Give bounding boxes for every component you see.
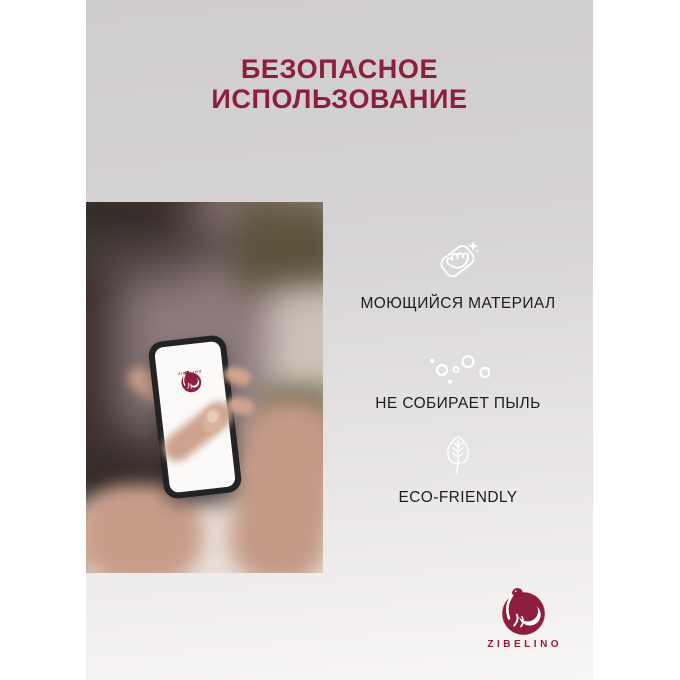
left-hand bbox=[86, 485, 203, 573]
feature-eco bbox=[348, 430, 568, 507]
title-line-1: БЕЗОПАСНОЕ bbox=[240, 54, 439, 84]
page-title bbox=[86, 54, 593, 114]
fingernail bbox=[207, 410, 218, 423]
photo-plant-blur bbox=[236, 202, 323, 292]
zibelino-logo-icon bbox=[497, 585, 549, 637]
title-line-2: ИСПОЛЬЗОВАНИЕ bbox=[211, 84, 468, 114]
feature-label: ECO-FRIENDLY bbox=[398, 489, 518, 506]
leaf-icon bbox=[436, 430, 480, 480]
brand-logo bbox=[413, 585, 633, 650]
feature-label: МОЮЩИЙСЯ МАТЕРИАЛ bbox=[360, 295, 556, 312]
feature-no-dust bbox=[348, 344, 568, 413]
feature-washable bbox=[348, 234, 568, 313]
phone-screen-brand-text: ZIBELINO bbox=[177, 369, 203, 377]
dust-particles-icon bbox=[426, 344, 490, 386]
feature-label: НЕ СОБИРАЕТ ПЫЛЬ bbox=[375, 395, 541, 412]
product-photo bbox=[86, 202, 323, 573]
content-area bbox=[86, 0, 593, 680]
wiping-hand-icon bbox=[432, 234, 484, 286]
brand-name-text: ZIBELINO bbox=[487, 639, 563, 650]
